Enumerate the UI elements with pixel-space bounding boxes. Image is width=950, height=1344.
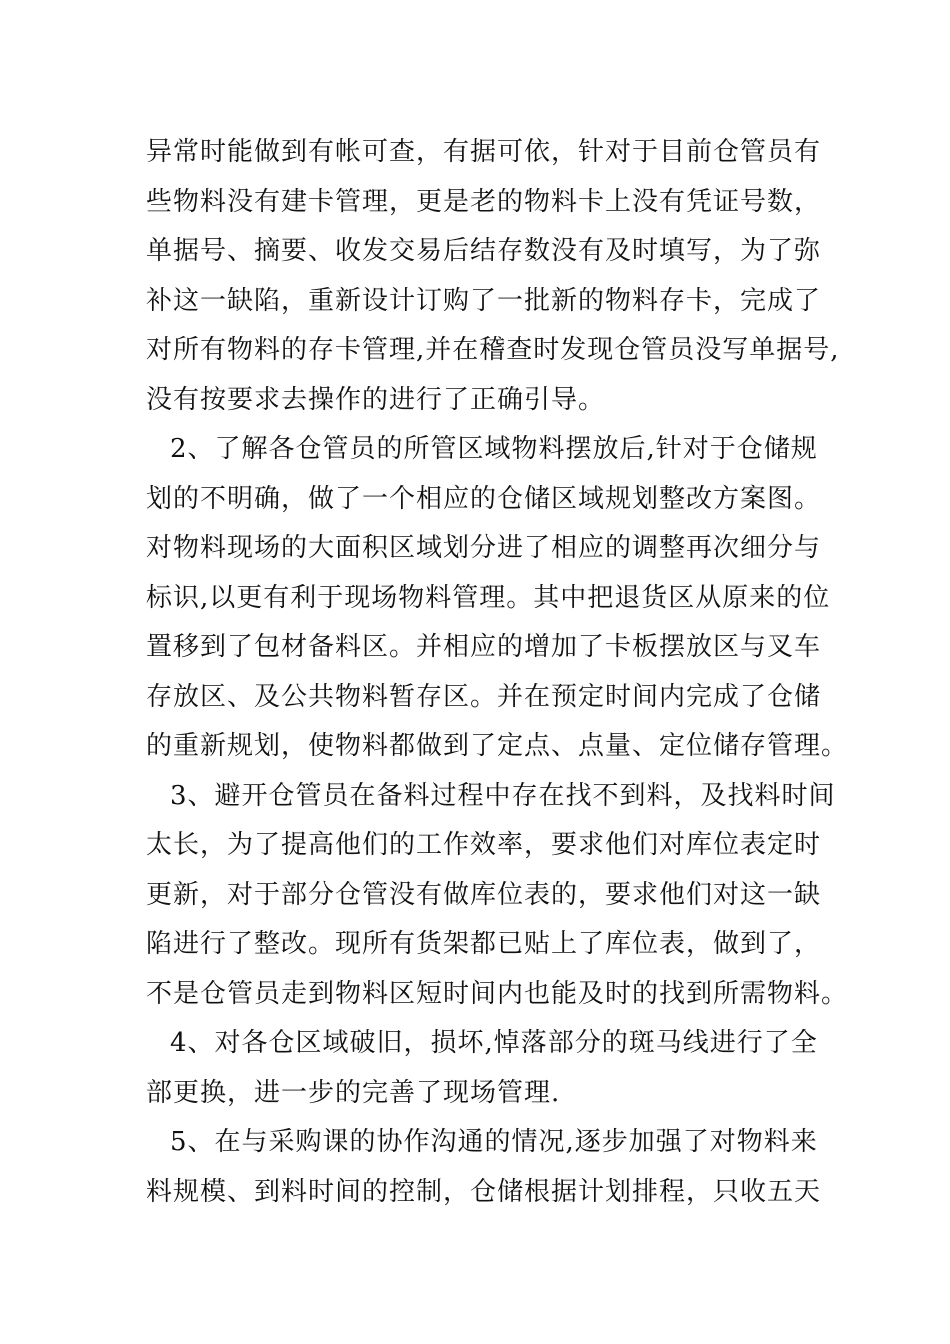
text-line: 陷进行了整改。现所有货架都已贴上了库位表，做到了， (146, 929, 822, 959)
text-line: 部更换，进一步的完善了现场管理. (146, 1077, 561, 1108)
text-line: 对所有物料的存卡管理,并在稽查时发现仓管员没写单据号, (146, 335, 840, 365)
text-line: 存放区、及公共物料暂存区。并在预定时间内完成了仓储 (146, 681, 822, 712)
text-line: 标识,以更有利于现场物料管理。其中把退货区从原来的位 (146, 582, 831, 613)
text-line: 异常时能做到有帐可查，有据可依，针对于目前仓管员有 (146, 137, 822, 167)
text-line: 置移到了包材备料区。并相应的增加了卡板摆放区与叉车 (146, 632, 822, 662)
paragraph-4-start: 4、对各仓区域破旧，损坏,悼落部分的斑马线进行了全 (170, 1028, 818, 1058)
text-line: 的重新规划，使物料都做到了定点、点量、定位储存管理。 (146, 731, 849, 761)
text-line: 些物料没有建卡管理，更是老的物料卡上没有凭证号数， (146, 186, 822, 217)
text-line: 太长，为了提高他们的工作效率，要求他们对库位表定时 (146, 830, 822, 860)
text-line: 划的不明确，做了一个相应的仓储区域规划整改方案图。 (146, 483, 822, 514)
document-body (146, 128, 849, 1217)
paragraph-2-start: 2、了解各仓管员的所管区域物料摆放后,针对于仓储规 (170, 434, 818, 464)
text-line: 对物料现场的大面积区域划分进了相应的调整再次细分与 (146, 533, 822, 563)
text-line: 料规模、到料时间的控制，仓储根据计划排程，只收五天 (146, 1176, 822, 1207)
paragraph-3-start: 3、避开仓管员在备料过程中存在找不到料，及找料时间 (170, 780, 836, 811)
text-line: 不是仓管员走到物料区短时间内也能及时的找到所需物料。 (146, 978, 849, 1009)
text-line: 更新，对于部分仓管没有做库位表的，要求他们对这一缺 (146, 879, 822, 910)
paragraph-5-start: 5、在与采购课的协作沟通的情况,逐步加强了对物料来 (170, 1127, 818, 1157)
text-line: 补这一缺陷，重新设计订购了一批新的物料存卡，完成了 (146, 285, 822, 316)
text-line: 没有按要求去操作的进行了正确引导。 (146, 384, 606, 415)
text-line: 单据号、摘要、收发交易后结存数没有及时填写，为了弥 (146, 236, 822, 266)
